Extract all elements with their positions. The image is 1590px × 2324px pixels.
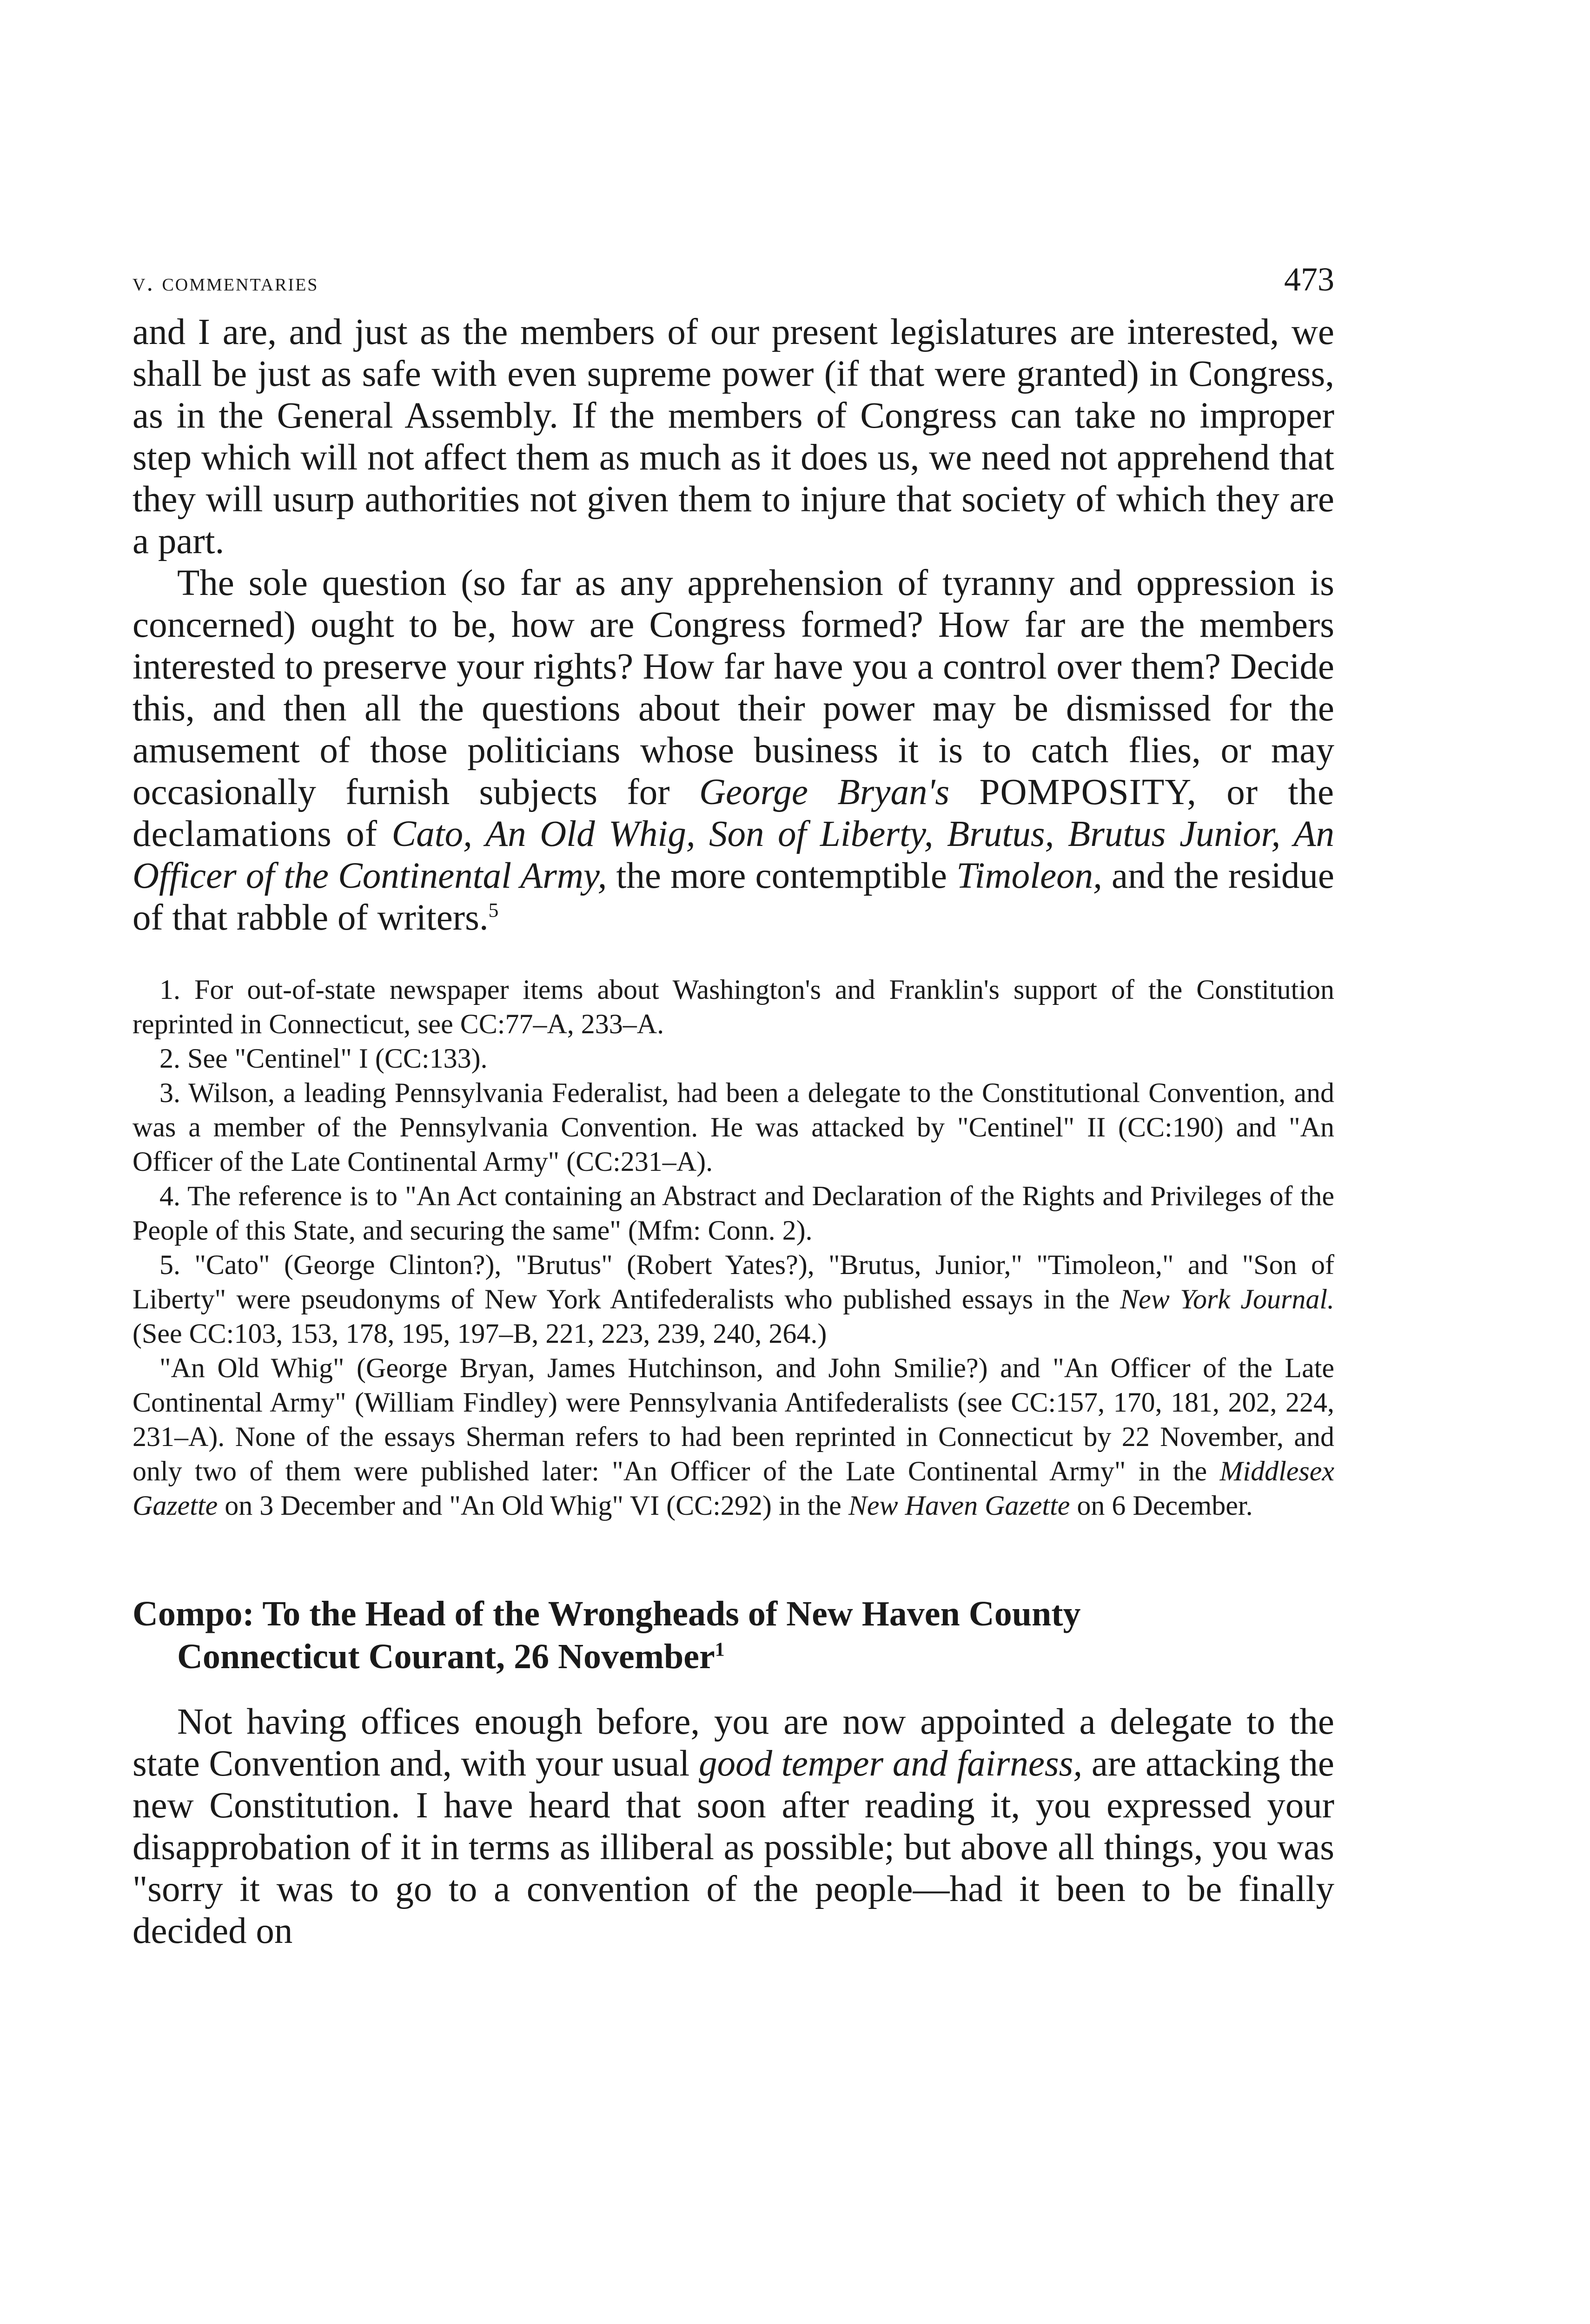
section-text [132, 1701, 1334, 1952]
italic-run: Timoleon, [956, 856, 1102, 896]
running-title: v. commentaries [132, 268, 319, 296]
text-run: The sole question (so far as any apprehension of tyranny and oppression is concerned) ought to be, how are Congress formed? How far are the members interested to preserve your rights? How far have you a control over them? Decide this, and then all the questions about their power may be dismissed for the amusement of those politicians whose business it is to catch flies, or may occasionally furnish subjects for [132, 563, 1334, 812]
text-run: "An Old Whig" (George Bryan, James Hutchinson, and John Smilie?) and "An Officer of the Late Continental Army" (William Findley) were Pennsylvania Antifederalists (see CC:157, 170, 181, 202, 224, 231–A). None of the essays Sherman refers to had been reprinted in Connecticut by 22 November, and only two of them were published later: "An Officer of the Late Continental Army" in the [132, 1353, 1334, 1486]
italic-run: Middlesex Gazette [132, 1456, 1334, 1521]
text-run: 5. "Cato" (George Clinton?), "Brutus" (Robert Yates?), "Brutus, Junior," "Timoleon," and "Son of Liberty" were pseudonyms of New York Antifederalists who published essays in the [132, 1249, 1334, 1314]
italic-run: George Bryan's [699, 772, 950, 812]
italic-run: New Haven Gazette [848, 1490, 1070, 1521]
footnote-ref: 1 [715, 1639, 725, 1661]
section-heading [132, 1592, 1334, 1678]
italic-run: New York Journal. [1120, 1284, 1334, 1314]
footnote-1: 1. For out-of-state newspaper items about Washington's and Franklin's support of the Constitution reprinted in Connecticut, see CC:77–A, 233–A. [132, 974, 1334, 1039]
footnotes [132, 972, 1334, 1523]
main-text [132, 311, 1334, 939]
heading-source [177, 1635, 1334, 1678]
footnote-3: 3. Wilson, a leading Pennsylvania Federalist, had been a delegate to the Constitutional Convention, and was a member of the Pennsylvania Convention. He was attacked by "Centinel" II (CC:190) and "An Officer of the Late Continental Army" (CC:231–A). [132, 1077, 1334, 1177]
footnote-5-continued [132, 1351, 1334, 1523]
document-page [132, 260, 1334, 1952]
text-run: (See CC:103, 153, 178, 195, 197–B, 221, 223, 239, 240, 264.) [132, 1318, 827, 1349]
running-head [132, 260, 1334, 302]
italic-run: good temper and fairness, [698, 1743, 1083, 1784]
text-run: the more contemptible [607, 856, 957, 896]
italic-run: Cato, An Old Whig, Son of Liberty, Brutus, Brutus Junior, An Officer of the Continental Army, [132, 814, 1334, 896]
heading-source-text: Connecticut Courant, 26 November [177, 1637, 715, 1676]
page-number: 473 [1284, 261, 1334, 298]
text-run: on 3 December and "An Old Whig" VI (CC:292) in the [218, 1490, 848, 1521]
footnote-2: 2. See "Centinel" I (CC:133). [159, 1043, 488, 1074]
text-run: are attacking the new Constitution. I have heard that soon after reading it, you expressed your disapprobation of it in terms as illiberal as possible; but above all things, you was "sorry it was to go to a convention of the people—had it been to be finally decided on [132, 1743, 1334, 1951]
text-run: and the residue of that rabble of writers. [132, 856, 1334, 938]
heading-title: Compo: To the Head of the Wrongheads of New Haven County [132, 1594, 1081, 1633]
text-run: on 6 December. [1070, 1490, 1253, 1521]
footnote-ref: 5 [488, 899, 499, 922]
paragraph-sole-question [132, 562, 1334, 939]
text-run: POMPOSITY, or the declamations of [132, 772, 1335, 854]
paragraph-continuation: and I are, and just as the members of our present legislatures are interested, we shall be just as safe with even supreme power (if that were granted) in Congress, as in the General Assembly. If the members of Congress can take no improper step which will not affect them as much as it does us, we need not apprehend that they will usurp authorities not given them to injure that society of which they are a part. [132, 312, 1334, 561]
paragraph-compo [132, 1701, 1334, 1952]
footnote-5 [132, 1248, 1334, 1351]
text-run: Not having offices enough before, you are now appointed a delegate to the state Convention and, with your usual [132, 1702, 1334, 1784]
footnote-4: 4. The reference is to "An Act containing an Abstract and Declaration of the Rights and Privileges of the People of this State, and securing the same" (Mfm: Conn. 2). [132, 1181, 1334, 1246]
